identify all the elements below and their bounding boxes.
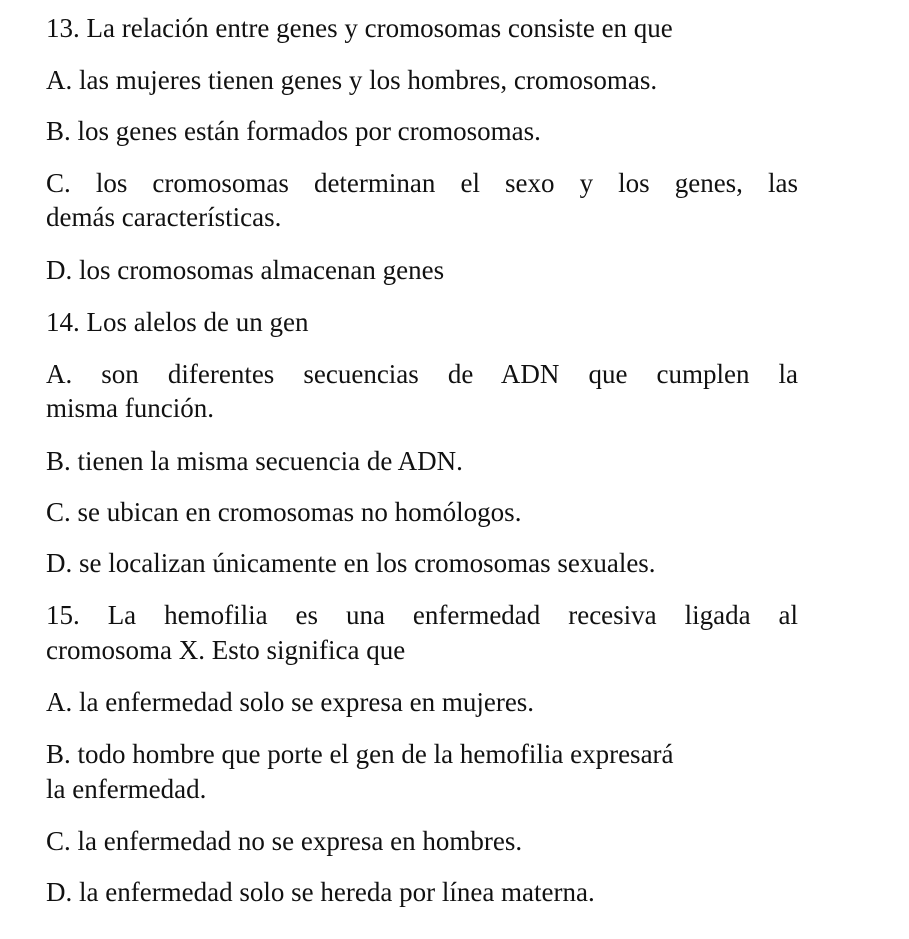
question-14-option-a-line-2: misma función.	[46, 393, 214, 423]
question-15-option-c: C. la enfermedad no se expresa en hombres.	[46, 826, 523, 856]
question-13-option-a: A. las mujeres tienen genes y los hombres, cromosomas.	[46, 65, 658, 95]
question-15-option-b-line-1: B. todo hombre que porte el gen de la hemofilia expresará	[46, 739, 674, 769]
question-13-option-b: B. los genes están formados por cromosomas.	[46, 116, 541, 146]
question-14-option-b: B. tienen la misma secuencia de ADN.	[46, 446, 463, 476]
question-14-option-d: D. se localizan únicamente en los cromosomas sexuales.	[46, 548, 656, 578]
question-15-stem-line-2: cromosoma X. Esto significa que	[46, 635, 406, 665]
question-15-option-b-line-2: la enfermedad.	[46, 774, 207, 804]
question-15-option-d: D. la enfermedad solo se hereda por línea materna.	[46, 877, 595, 907]
question-13-option-d: D. los cromosomas almacenan genes	[46, 255, 445, 285]
question-13-option-c-line-1: C. los cromosomas determinan el sexo y los genes, las	[46, 168, 798, 198]
question-14-stem: 14. Los alelos de un gen	[46, 307, 309, 337]
question-14-option-c: C. se ubican en cromosomas no homólogos.	[46, 497, 522, 527]
question-15-option-a: A. la enfermedad solo se expresa en mujeres.	[46, 687, 535, 717]
question-14-option-a-line-1: A. son diferentes secuencias de ADN que cumplen la	[46, 359, 798, 389]
question-13-stem: 13. La relación entre genes y cromosomas consiste en que	[46, 13, 673, 43]
question-13-option-c-line-2: demás características.	[46, 202, 282, 232]
question-15-stem-line-1: 15. La hemofilia es una enfermedad recesiva ligada al	[46, 600, 798, 630]
